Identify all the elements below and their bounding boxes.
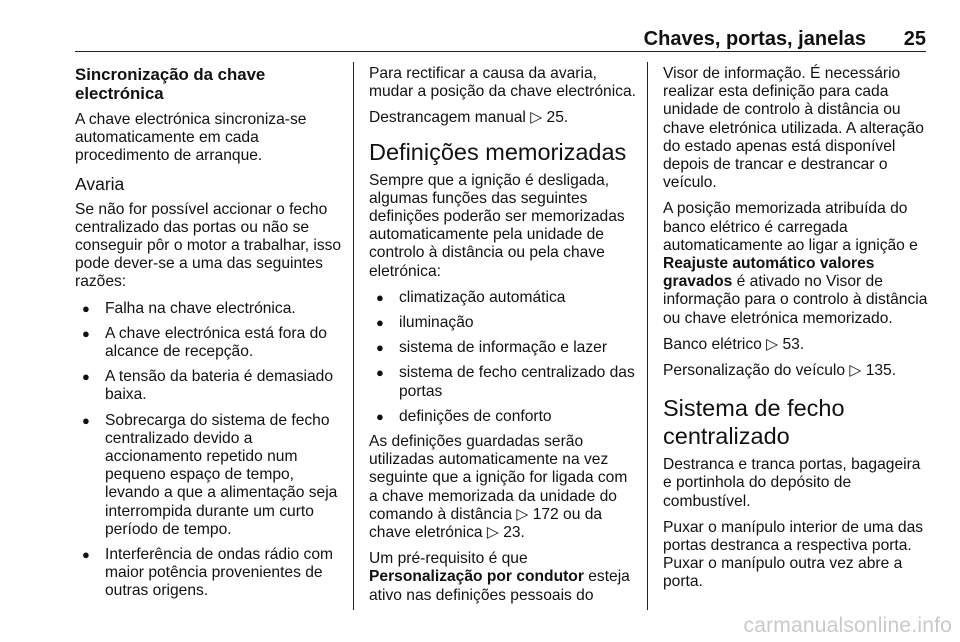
sync-paragraph: A chave electrónica sincroniza-se automaticamente em cada procedimento de arranque. xyxy=(75,111,307,165)
bullet-icon: ● xyxy=(376,340,384,356)
memorized-list xyxy=(369,289,637,426)
electric-seat-link[interactable]: Banco elétrico ▷ 53. xyxy=(663,335,805,353)
chapter-title: Chaves, portas, janelas xyxy=(643,28,866,50)
central-locking-paragraph: Destranca e tranca portas, bagageira e portinhola do depósito de combustível. xyxy=(663,456,921,510)
list-item: ● Sobrecarga do sistema de fecho centralizado devido a accionamento repetido num pequeno espaço de tempo, levando a que a alimentação seja interrompida durante um curto período de tempo. xyxy=(82,411,338,538)
header-divider xyxy=(75,51,926,52)
column-3 xyxy=(663,65,928,600)
saved-settings-paragraph: As definições guardadas serão utilizadas automaticamente na vez seguinte que a ignição for ligada com a chave memorizada da unidade do comando à distância ▷ 172 ou da chave eletrónica ▷ 23. xyxy=(369,433,628,542)
bullet-icon: ● xyxy=(82,412,90,428)
column-divider-2 xyxy=(647,62,648,610)
section-heading-central-locking: Sistema de fecho centralizado xyxy=(663,395,845,450)
list-item: ● sistema de fecho centralizado das portas xyxy=(376,364,635,400)
list-item: ● A tensão da bateria é demasiado baixa. xyxy=(82,368,334,404)
door-handle-paragraph: Puxar o manípulo interior de uma das portas destranca a respectiva porta. Puxar o manípulo outra vez abre a porta. xyxy=(663,518,924,591)
personalization-term: Personalização por condutor xyxy=(369,568,584,586)
vehicle-personalization-link[interactable]: Personalização do veículo ▷ 135. xyxy=(663,362,897,380)
bullet-icon: ● xyxy=(82,325,90,341)
auto-readjust-term: Reajuste automático valores gravados xyxy=(663,255,875,291)
bullet-icon: ● xyxy=(376,408,384,424)
column-2 xyxy=(369,65,637,613)
column-1 xyxy=(75,65,345,608)
memorized-paragraph: Sempre que a ignição é desligada, algumas funções das seguintes definições poderão ser memorizadas automaticamente pela unidade de controlo à distância ou pela chave eletrónica: xyxy=(369,171,625,280)
prerequisite-paragraph: Um pré-requisito é que Personalização por condutor esteja ativo nas definições pessoais do xyxy=(369,550,630,604)
list-item: ● iluminação xyxy=(376,314,474,332)
avaria-list xyxy=(75,300,345,601)
bullet-icon: ● xyxy=(376,315,384,331)
section-heading-sync: Sincronização da chave electrónica xyxy=(75,65,266,103)
page-header xyxy=(75,28,926,50)
bullet-icon: ● xyxy=(82,300,90,316)
bullet-icon: ● xyxy=(82,369,90,385)
rectify-paragraph: Para rectificar a causa da avaria, mudar a posição da chave electrónica. xyxy=(369,65,636,101)
subheading-avaria: Avaria xyxy=(75,173,125,194)
list-item: ● Falha na chave electrónica. xyxy=(82,299,296,317)
seat-memory-paragraph: A posição memorizada atribuída do banco elétrico é carregada automaticamente ao ligar a ignição e Reajuste automático valores gravados é ativado no Visor de informação para o controlo à distância ou chave eletrónica memorizado. xyxy=(663,200,928,327)
list-item: ● climatização automática xyxy=(376,288,566,306)
list-item: ● Interferência de ondas rádio com maior potência provenientes de outras origens. xyxy=(82,546,333,600)
list-item: ● sistema de informação e lazer xyxy=(376,339,608,357)
bullet-icon: ● xyxy=(82,547,90,563)
section-heading-memorized: Definições memorizadas xyxy=(369,138,627,165)
bullet-icon: ● xyxy=(376,365,384,381)
column-divider-1 xyxy=(353,62,354,610)
info-display-paragraph: Visor de informação. É necessário realizar esta definição para cada unidade de controlo à distância ou chave eletrónica utilizada. A alteração do estado apenas está disponível depois de trancar e destrancar o veículo. xyxy=(663,65,924,192)
watermark: carmanualsonline.info xyxy=(743,614,952,637)
list-item: ● definições de conforto xyxy=(376,407,552,425)
bullet-icon: ● xyxy=(376,289,384,305)
manual-unlock-link[interactable]: Destrancagem manual ▷ 25. xyxy=(369,109,569,127)
page-number: 25 xyxy=(903,28,926,50)
avaria-paragraph: Se não for possível accionar o fecho centralizado das portas ou não se conseguir pôr o motor a trabalhar, isso pode dever-se a uma das seguintes razões: xyxy=(75,200,342,291)
list-item: ● A chave electrónica está fora do alcance de recepção. xyxy=(82,324,327,361)
